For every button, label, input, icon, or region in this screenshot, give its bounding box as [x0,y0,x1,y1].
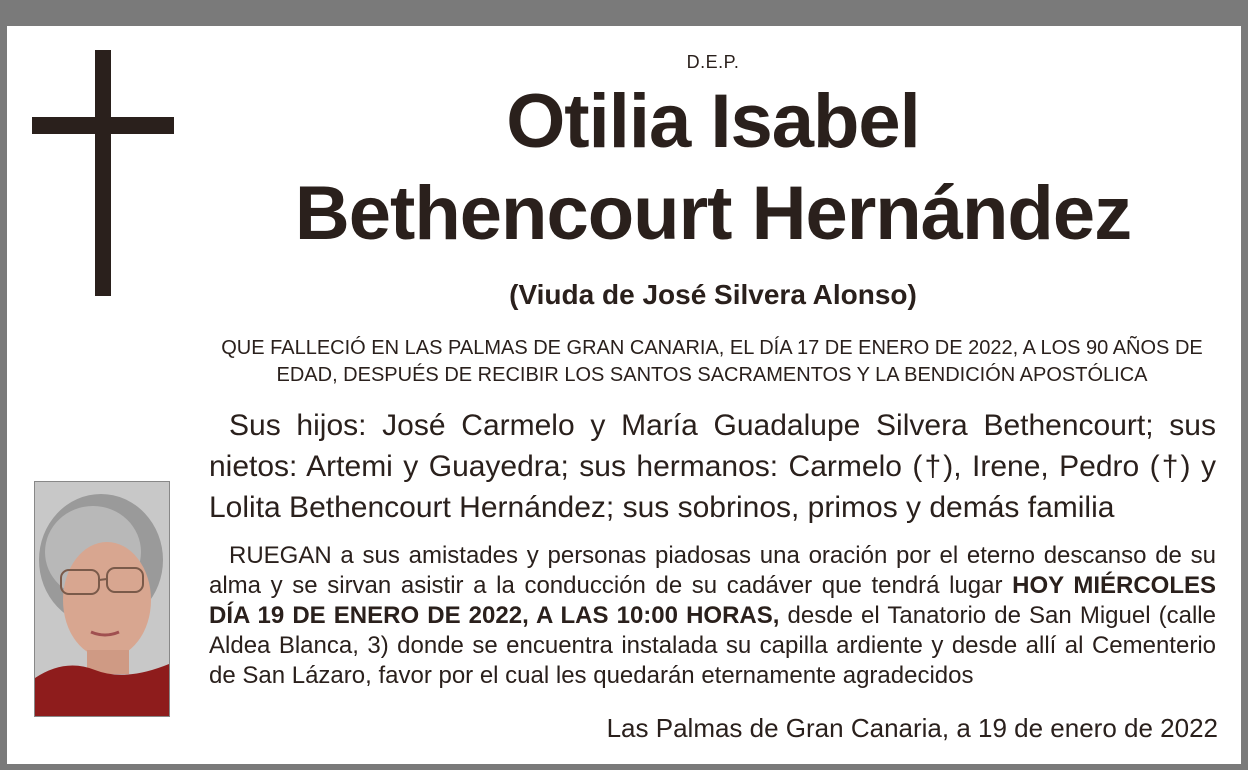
portrait-photo [34,481,170,717]
request-paragraph [209,541,1216,691]
obituary-card [7,26,1241,764]
request-text-1: RUEGAN a sus amistades y personas piadosas una oración por el eterno descanso de su alma y se sirvan asistir a la conducción de su cadáver que tendrá lugar [209,542,1216,599]
death-notice: QUE FALLECIÓ EN LAS PALMAS DE GRAN CANARIA, EL DÍA 17 DE ENERO DE 2022, A LOS 90 AÑOS DE EDAD, DESPUÉS DE RECIBIR LOS SANTOS SACRAMENTOS Y LA BENDICIÓN APOSTÓLICA [221,337,1203,386]
family-paragraph: Sus hijos: José Carmelo y María Guadalupe Silvera Bethencourt; sus nietos: Artemi y Guayedra; sus hermanos: Carmelo (†), Irene, Pedro (†) y Lolita Bethencourt Hernández; sus sobrinos, primos y demás familia [209,409,1216,524]
place-date-line: Las Palmas de Gran Canaria, a 19 de enero de 2022 [606,713,1218,743]
deceased-name-line1: Otilia Isabel [506,79,920,164]
request-date-time: HOY MIÉRCOLES DÍA 19 DE ENERO DE 2022, A LAS 10:00 HORAS, [209,572,1216,629]
request-text-2: desde el Tanatorio de San Miguel (calle Aldea Blanca, 3) donde se encuentra instalada su capilla ardiente y desde allí al Cementerio de San Lázaro, favor por el cual les quedarán eternamente agradecidos [209,602,1216,689]
portrait-illustration [35,482,169,716]
widow-of-line: (Viuda de José Silvera Alonso) [509,279,917,310]
deceased-name-line2: Bethencourt Hernández [294,171,1132,256]
heading-dep: D.E.P. [686,52,740,72]
